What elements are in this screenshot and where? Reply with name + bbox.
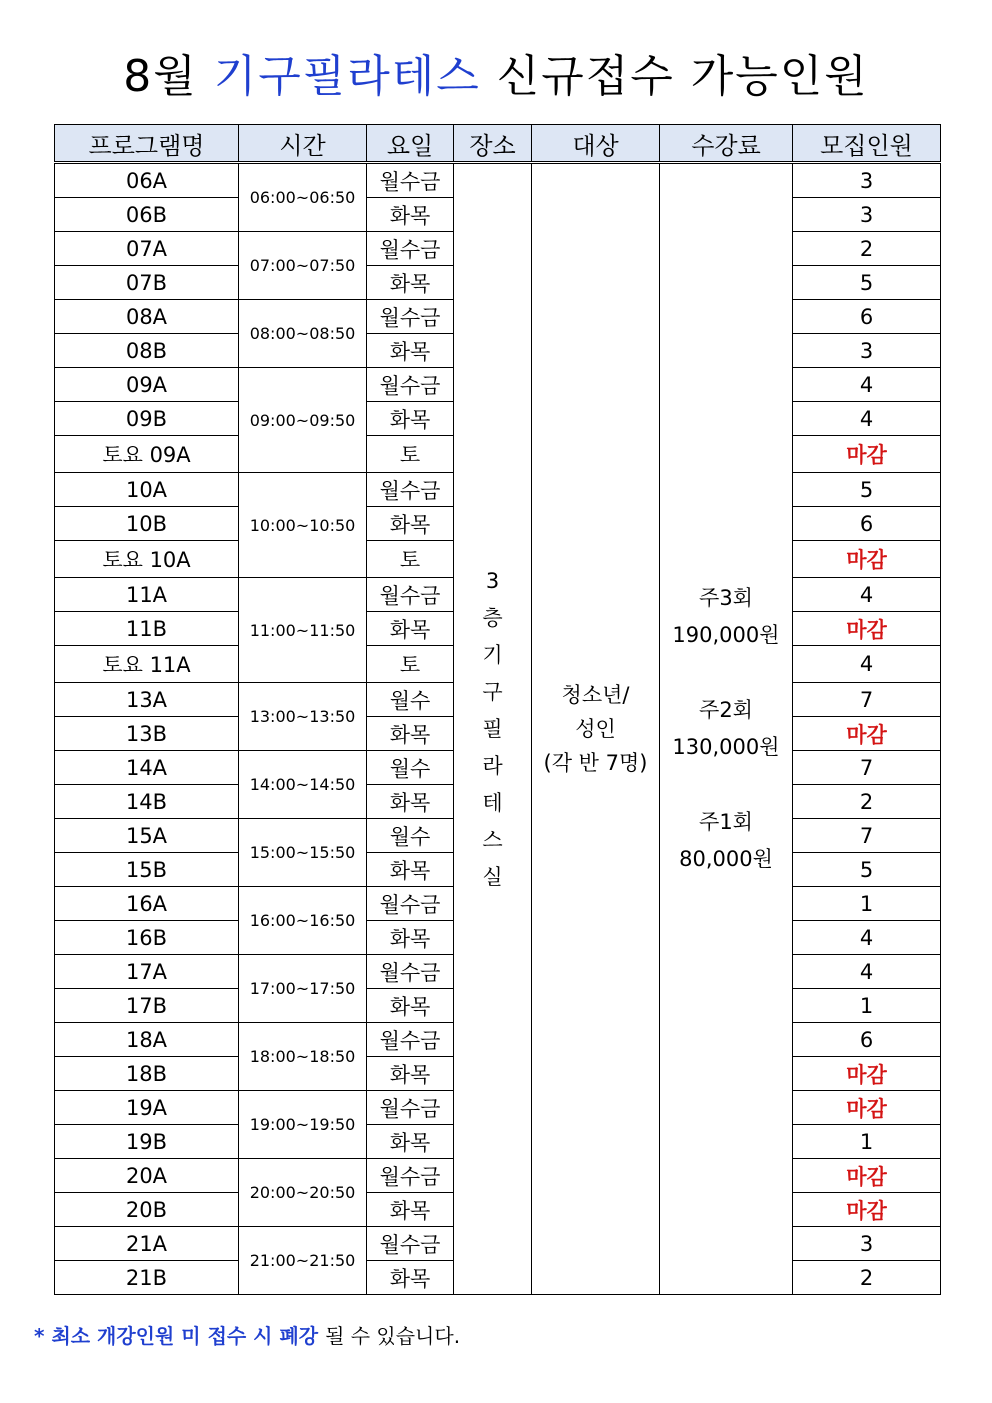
program-name-cell: 10A xyxy=(55,473,239,507)
days-cell: 화목 xyxy=(367,198,454,232)
header-program: 프로그램명 xyxy=(55,125,239,163)
place-char: 실 xyxy=(482,864,503,889)
footnote xyxy=(34,1320,460,1349)
time-cell: 08:00~08:50 xyxy=(239,300,367,368)
count-cell: 1 xyxy=(793,989,941,1023)
footnote-rest: 될 수 있습니다. xyxy=(325,1324,461,1348)
program-name-cell: 06B xyxy=(55,198,239,232)
program-name-cell: 21A xyxy=(55,1227,239,1261)
place-char: 기 xyxy=(482,642,503,667)
program-name-cell: 15A xyxy=(55,819,239,853)
program-name-cell: 18A xyxy=(55,1023,239,1057)
fee-spacer xyxy=(660,654,792,692)
count-closed-cell: 마감 xyxy=(793,1091,941,1125)
program-name-cell: 15B xyxy=(55,853,239,887)
fee-line: 190,000원 xyxy=(672,623,780,647)
time-cell: 13:00~13:50 xyxy=(239,683,367,751)
days-cell: 화목 xyxy=(367,717,454,751)
count-closed-cell: 마감 xyxy=(793,717,941,751)
header-days: 요일 xyxy=(367,125,454,163)
count-cell: 3 xyxy=(793,1227,941,1261)
count-cell: 3 xyxy=(793,163,941,198)
days-cell: 월수금 xyxy=(367,232,454,266)
count-closed-cell: 마감 xyxy=(793,1159,941,1193)
count-cell: 4 xyxy=(793,955,941,989)
time-cell: 19:00~19:50 xyxy=(239,1091,367,1159)
days-cell: 월수금 xyxy=(367,368,454,402)
program-name-cell: 21B xyxy=(55,1261,239,1295)
count-cell: 6 xyxy=(793,507,941,541)
count-cell: 1 xyxy=(793,887,941,921)
fee-line: 주2회 xyxy=(699,698,753,722)
count-closed-cell: 마감 xyxy=(793,436,941,473)
fee-spacer xyxy=(660,766,792,804)
days-cell: 월수금 xyxy=(367,300,454,334)
days-cell: 화목 xyxy=(367,1261,454,1295)
days-cell: 화목 xyxy=(367,612,454,646)
time-cell: 20:00~20:50 xyxy=(239,1159,367,1227)
place-char: 스 xyxy=(482,827,503,852)
days-cell: 화목 xyxy=(367,785,454,819)
target-cell xyxy=(532,163,660,1295)
fee-line: 주1회 xyxy=(699,810,753,834)
place-cell xyxy=(454,163,532,1295)
days-cell: 화목 xyxy=(367,921,454,955)
days-cell: 화목 xyxy=(367,1057,454,1091)
place-char: 필 xyxy=(482,716,503,741)
time-cell: 09:00~09:50 xyxy=(239,368,367,473)
time-cell: 16:00~16:50 xyxy=(239,887,367,955)
program-name-cell: 13A xyxy=(55,683,239,717)
count-cell: 5 xyxy=(793,853,941,887)
days-cell: 월수금 xyxy=(367,1091,454,1125)
fee-cell xyxy=(660,163,793,1295)
count-cell: 4 xyxy=(793,402,941,436)
schedule-table xyxy=(54,124,941,1295)
program-name-cell: 14A xyxy=(55,751,239,785)
days-cell: 월수금 xyxy=(367,163,454,198)
count-cell: 3 xyxy=(793,198,941,232)
days-cell: 월수 xyxy=(367,819,454,853)
count-cell: 7 xyxy=(793,819,941,853)
count-cell: 6 xyxy=(793,300,941,334)
title-rest: 신규접수 가능인원 xyxy=(496,51,869,102)
fee-line: 주3회 xyxy=(699,586,753,610)
count-cell: 5 xyxy=(793,266,941,300)
count-closed-cell: 마감 xyxy=(793,1193,941,1227)
days-cell: 화목 xyxy=(367,402,454,436)
time-cell: 10:00~10:50 xyxy=(239,473,367,578)
program-name-cell: 10B xyxy=(55,507,239,541)
place-char: 테 xyxy=(482,790,503,815)
count-cell: 7 xyxy=(793,683,941,717)
target-line: (각 반 7명) xyxy=(543,751,648,775)
program-name-cell: 19A xyxy=(55,1091,239,1125)
program-name-cell: 18B xyxy=(55,1057,239,1091)
time-cell: 18:00~18:50 xyxy=(239,1023,367,1091)
program-name-cell: 07A xyxy=(55,232,239,266)
program-name-cell: 17B xyxy=(55,989,239,1023)
footnote-mark: * xyxy=(34,1324,45,1348)
program-name-cell: 14B xyxy=(55,785,239,819)
count-cell: 3 xyxy=(793,334,941,368)
count-cell: 1 xyxy=(793,1125,941,1159)
days-cell: 화목 xyxy=(367,334,454,368)
fee-line: 80,000원 xyxy=(679,847,773,871)
table-row xyxy=(55,163,941,198)
count-cell: 4 xyxy=(793,578,941,612)
count-cell: 4 xyxy=(793,368,941,402)
count-cell: 2 xyxy=(793,232,941,266)
program-name-cell: 20A xyxy=(55,1159,239,1193)
time-cell: 07:00~07:50 xyxy=(239,232,367,300)
program-name-cell: 16A xyxy=(55,887,239,921)
program-name-cell: 19B xyxy=(55,1125,239,1159)
program-name-cell: 토요 11A xyxy=(55,646,239,683)
program-name-cell: 08A xyxy=(55,300,239,334)
days-cell: 화목 xyxy=(367,1125,454,1159)
count-cell: 2 xyxy=(793,785,941,819)
days-cell: 토 xyxy=(367,541,454,578)
days-cell: 월수금 xyxy=(367,1023,454,1057)
program-name-cell: 20B xyxy=(55,1193,239,1227)
days-cell: 화목 xyxy=(367,507,454,541)
program-name-cell: 토요 09A xyxy=(55,436,239,473)
program-name-cell: 토요 10A xyxy=(55,541,239,578)
days-cell: 화목 xyxy=(367,989,454,1023)
schedule-body xyxy=(55,163,941,1295)
days-cell: 월수금 xyxy=(367,1159,454,1193)
time-cell: 21:00~21:50 xyxy=(239,1227,367,1295)
days-cell: 월수 xyxy=(367,683,454,717)
days-cell: 화목 xyxy=(367,266,454,300)
program-name-cell: 07B xyxy=(55,266,239,300)
program-name-cell: 17A xyxy=(55,955,239,989)
target-line: 청소년/ xyxy=(561,683,630,707)
header-count: 모집인원 xyxy=(793,125,941,163)
days-cell: 월수금 xyxy=(367,473,454,507)
program-name-cell: 09A xyxy=(55,368,239,402)
time-cell: 14:00~14:50 xyxy=(239,751,367,819)
days-cell: 월수 xyxy=(367,751,454,785)
days-cell: 월수금 xyxy=(367,887,454,921)
count-closed-cell: 마감 xyxy=(793,541,941,578)
target-line: 성인 xyxy=(575,717,616,741)
header-row xyxy=(55,125,941,163)
program-name-cell: 16B xyxy=(55,921,239,955)
fee-line: 130,000원 xyxy=(672,735,780,759)
count-cell: 7 xyxy=(793,751,941,785)
program-name-cell: 09B xyxy=(55,402,239,436)
days-cell: 월수금 xyxy=(367,578,454,612)
days-cell: 화목 xyxy=(367,853,454,887)
count-closed-cell: 마감 xyxy=(793,1057,941,1091)
header-fee: 수강료 xyxy=(660,125,793,163)
count-cell: 5 xyxy=(793,473,941,507)
time-cell: 17:00~17:50 xyxy=(239,955,367,1023)
place-char: 층 xyxy=(482,605,503,630)
header-target: 대상 xyxy=(532,125,660,163)
program-name-cell: 06A xyxy=(55,163,239,198)
program-name-cell: 11A xyxy=(55,578,239,612)
time-cell: 11:00~11:50 xyxy=(239,578,367,683)
count-closed-cell: 마감 xyxy=(793,612,941,646)
days-cell: 월수금 xyxy=(367,1227,454,1261)
page-title xyxy=(0,40,992,104)
time-cell: 06:00~06:50 xyxy=(239,163,367,232)
header-place: 장소 xyxy=(454,125,532,163)
days-cell: 토 xyxy=(367,646,454,683)
title-program: 기구필라테스 xyxy=(213,51,481,102)
footnote-highlight: 최소 개강인원 미 접수 시 폐강 xyxy=(51,1324,319,1348)
header-time: 시간 xyxy=(239,125,367,163)
place-char: 라 xyxy=(482,753,503,778)
days-cell: 토 xyxy=(367,436,454,473)
count-cell: 4 xyxy=(793,921,941,955)
place-char: 구 xyxy=(482,679,503,704)
days-cell: 월수금 xyxy=(367,955,454,989)
count-cell: 6 xyxy=(793,1023,941,1057)
place-char: 3 xyxy=(485,568,500,593)
time-cell: 15:00~15:50 xyxy=(239,819,367,887)
title-month: 8월 xyxy=(123,51,198,102)
program-name-cell: 11B xyxy=(55,612,239,646)
count-cell: 2 xyxy=(793,1261,941,1295)
program-name-cell: 08B xyxy=(55,334,239,368)
days-cell: 화목 xyxy=(367,1193,454,1227)
count-cell: 4 xyxy=(793,646,941,683)
program-name-cell: 13B xyxy=(55,717,239,751)
